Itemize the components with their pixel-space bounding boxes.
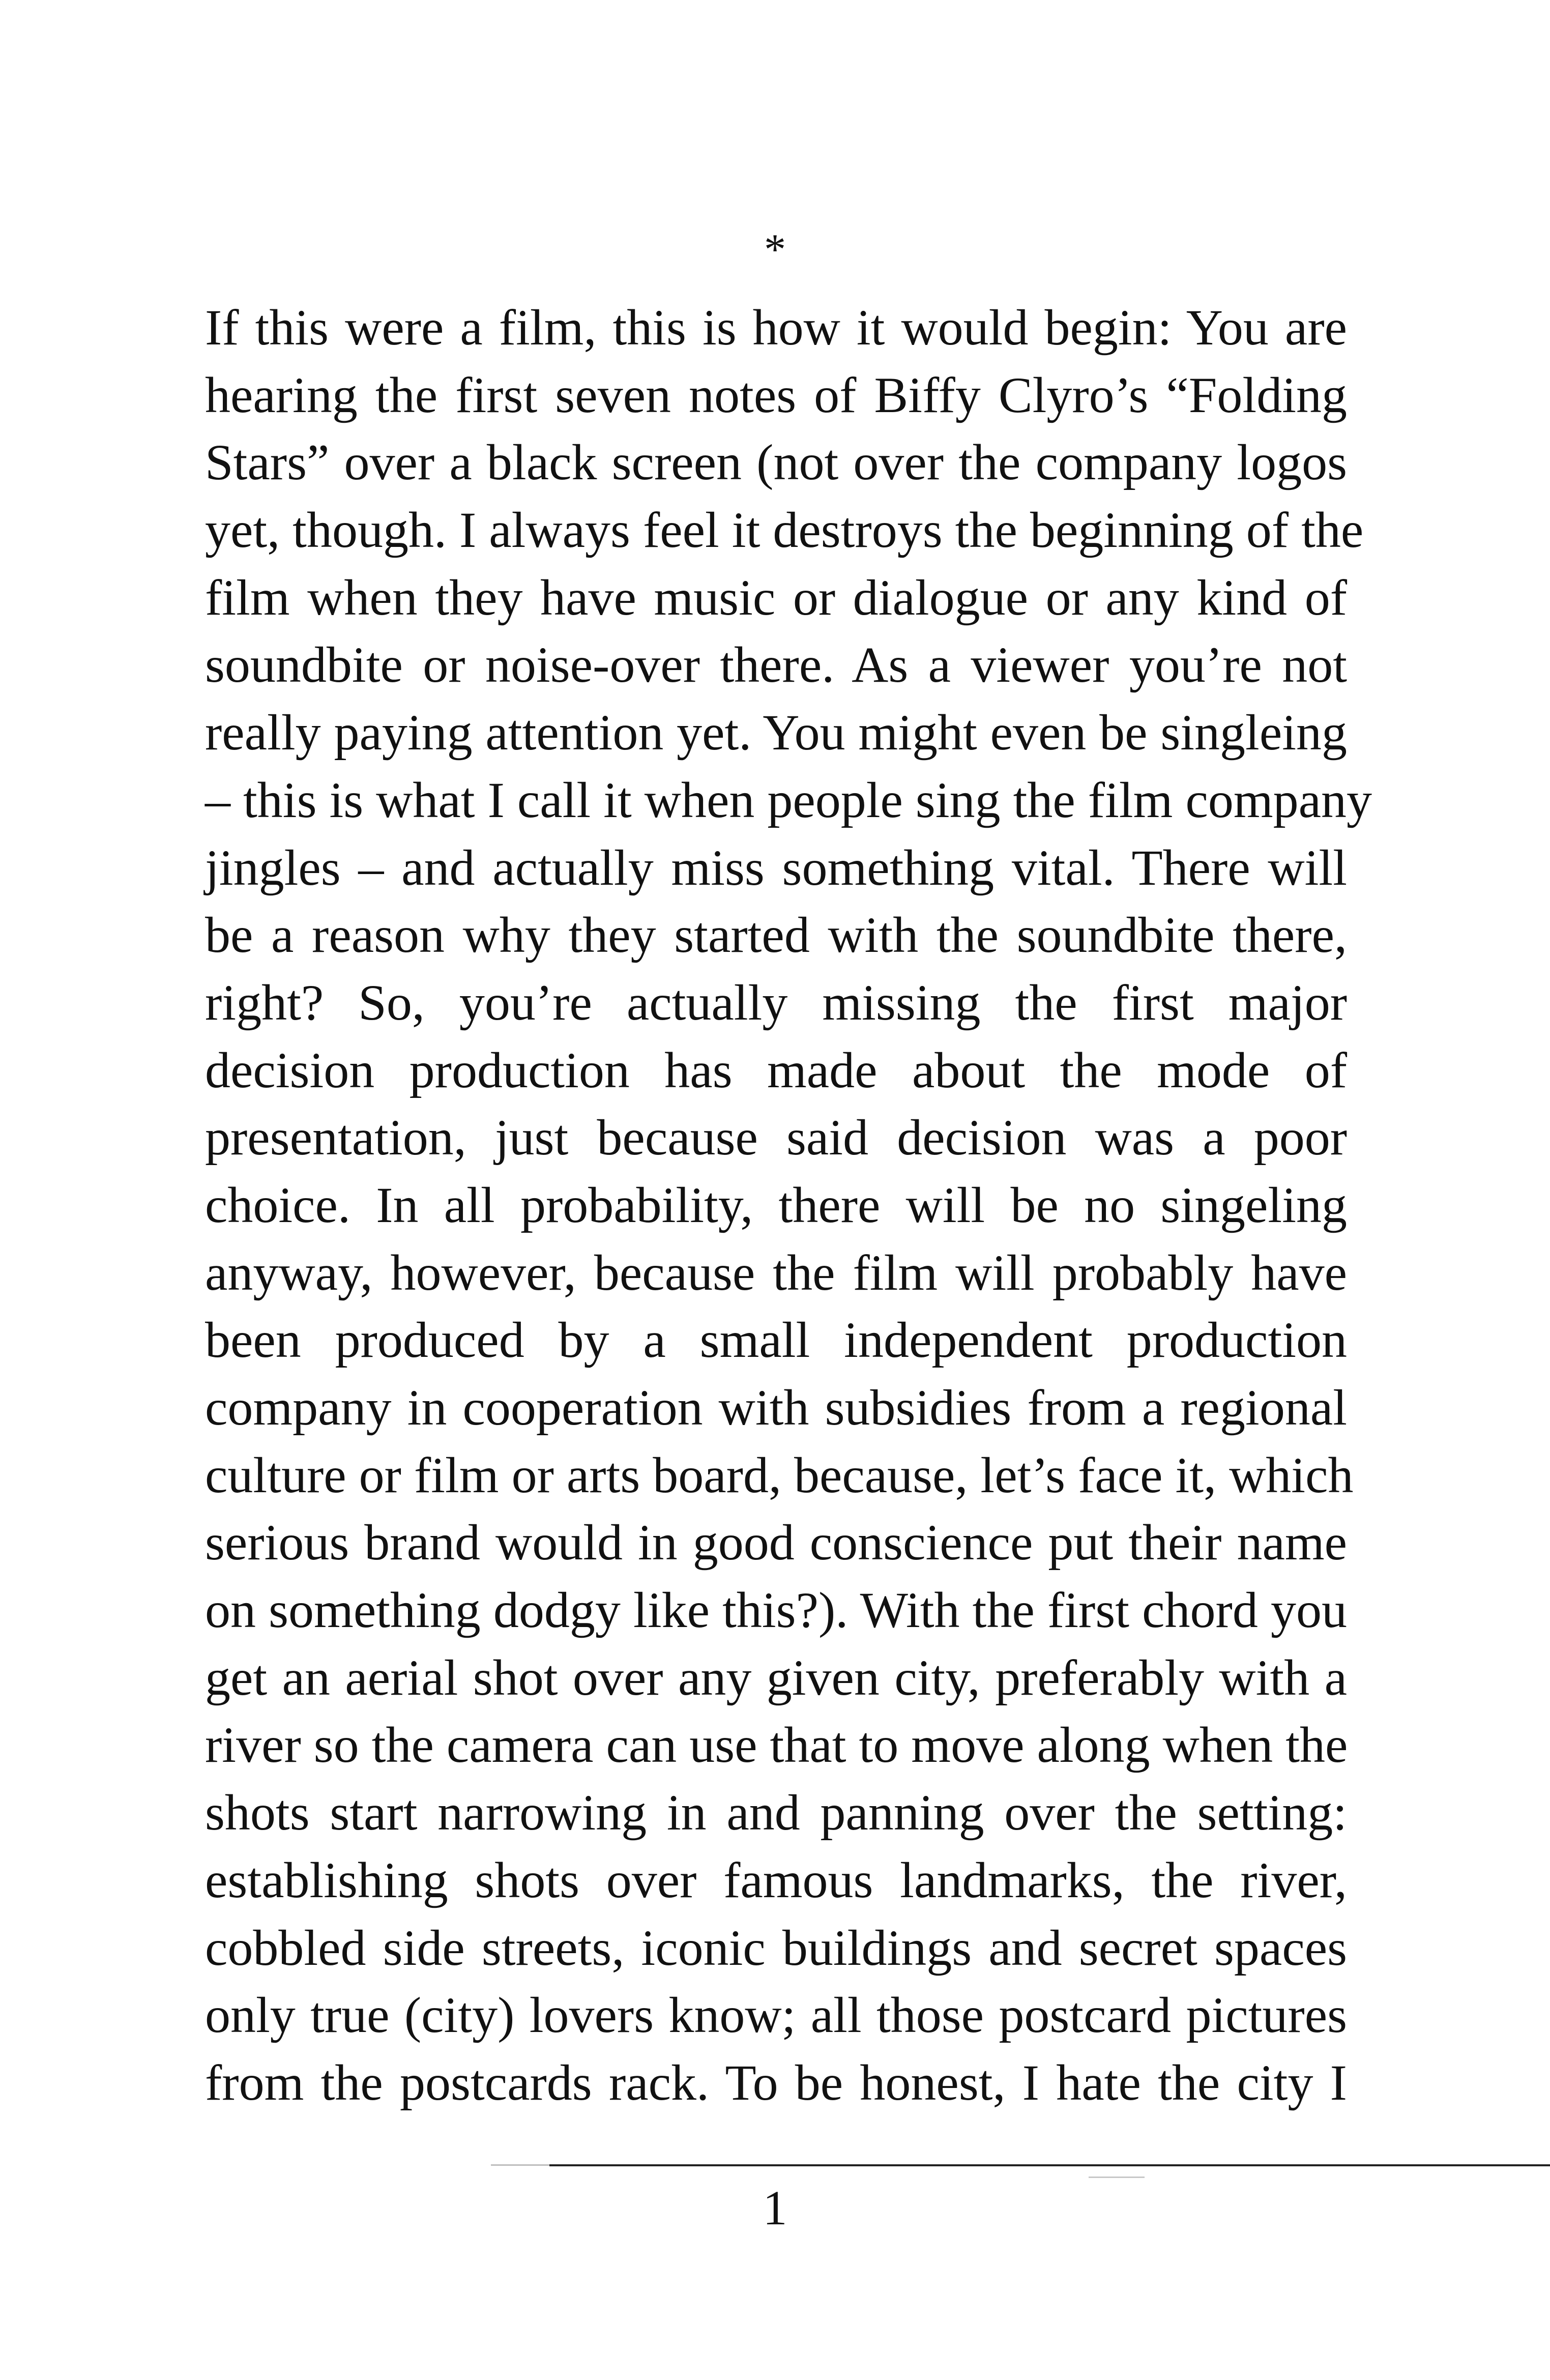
- text-line: anyway, however, because the film will probably have: [205, 1244, 1347, 1301]
- text-line: on something dodgy like this?). With the first chord you: [205, 1582, 1347, 1639]
- page-number-container: [0, 2180, 1550, 2236]
- text-line: get an aerial shot over any given city, preferably with a: [205, 1649, 1347, 1706]
- text-line: If this were a film, this is how it would begin: You are: [205, 299, 1347, 356]
- text-line: serious brand would in good conscience put their name: [205, 1514, 1347, 1571]
- text-line: establishing shots over famous landmarks, the river,: [205, 1851, 1347, 1908]
- text-line: river so the camera can use that to move along when the: [205, 1717, 1348, 1774]
- text-line: soundbite or noise-over there. As a viewer you’re not: [205, 636, 1347, 693]
- text-line: jingles – and actually miss something vital. There will: [205, 839, 1347, 896]
- text-line: presentation, just because said decision was a poor: [205, 1109, 1347, 1166]
- text-line: shots start narrowing in and panning over the setting:: [205, 1784, 1347, 1841]
- text-line: really paying attention yet. You might even be singleing: [205, 704, 1347, 761]
- text-line: be a reason why they started with the soundbite there,: [205, 907, 1347, 964]
- text-line: choice. In all probability, there will be no singeling: [205, 1176, 1347, 1233]
- text-line: company in cooperation with subsidies from a regional: [205, 1379, 1347, 1436]
- text-line: decision production has made about the mode of: [205, 1041, 1347, 1098]
- page-number: 1: [763, 2181, 787, 2235]
- text-line: been produced by a small independent production: [205, 1312, 1347, 1369]
- text-line: culture or film or arts board, because, let’s face it, which: [205, 1446, 1354, 1503]
- body-text: [205, 294, 1372, 2117]
- text-line: only true (city) lovers know; all those postcard pictures: [205, 1987, 1347, 2044]
- text-line: hearing the first seven notes of Biffy Clyro’s “Folding: [205, 366, 1347, 423]
- text-line: film when they have music or dialogue or any kind of: [205, 569, 1347, 626]
- text-line: right? So, you’re actually missing the first major: [205, 974, 1347, 1031]
- section-separator: *: [764, 225, 786, 274]
- text-line: cobbled side streets, iconic buildings and secret spaces: [205, 1919, 1347, 1976]
- text-line: Stars” over a black screen (not over the company logos: [205, 434, 1347, 491]
- footer-rule-faint-right: [1089, 2176, 1145, 2178]
- text-line: yet, though. I always feel it destroys the beginning of the: [205, 502, 1364, 559]
- text-line: from the postcards rack. To be honest, I hate the city I: [205, 2054, 1347, 2111]
- footer-rule: [549, 2164, 1550, 2166]
- text-line: – this is what I call it when people sing the film company: [205, 771, 1372, 828]
